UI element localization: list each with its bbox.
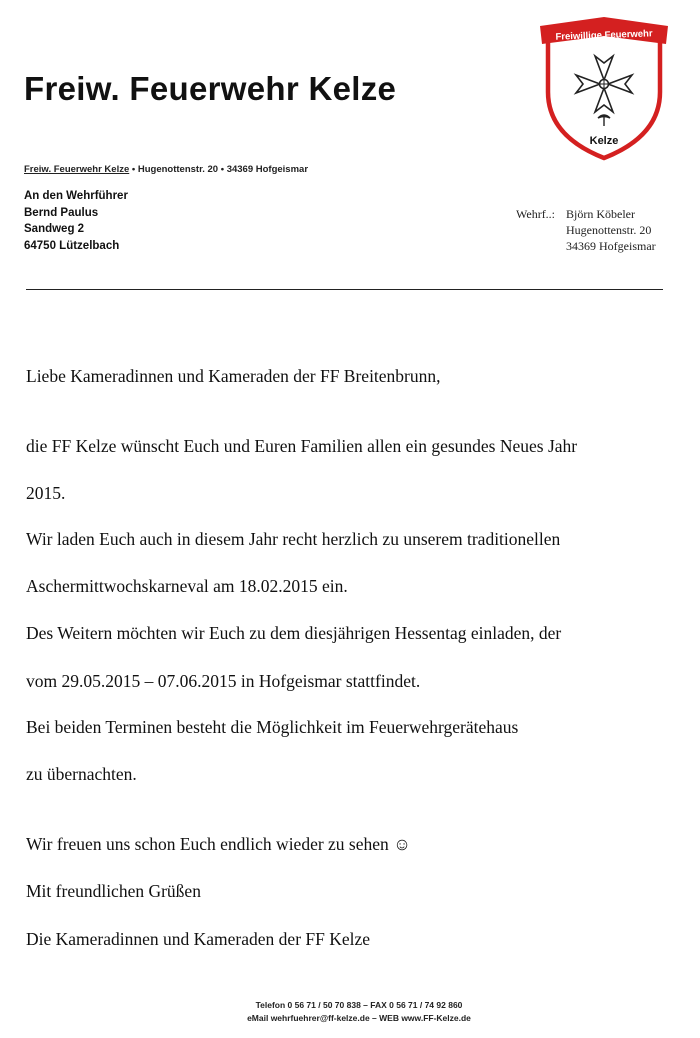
contact-name: Björn Köbeler	[566, 207, 635, 221]
recipient-line: Bernd Paulus	[24, 206, 99, 219]
fire-brigade-logo	[536, 14, 672, 162]
footer-email-web: eMail wehrfuehrer@ff-kelze.de – WEB www.FF-Kelze.de	[247, 1013, 471, 1023]
body-line: zu übernachten.	[26, 764, 137, 784]
greeting: Liebe Kameradinnen und Kameraden der FF Breitenbrunn,	[26, 366, 441, 386]
contact-label: Wehrf..:	[516, 207, 556, 221]
body-line: Aschermittwochskarneval am 18.02.2015 ein.	[26, 576, 348, 596]
letterhead-title: Freiw. Feuerwehr Kelze	[24, 70, 397, 107]
contact-city: 34369 Hofgeismar	[566, 239, 656, 253]
signature-line: Die Kameradinnen und Kameraden der FF Kelze	[26, 929, 371, 949]
recipient-line: 64750 Lützelbach	[24, 239, 120, 252]
footer-contact	[0, 999, 700, 1025]
recipient-address	[24, 188, 128, 254]
sender-return-address	[24, 164, 308, 175]
logo-top-text: Freiwillige Feuerwehr	[555, 28, 653, 43]
header-divider	[26, 289, 663, 290]
recipient-line: An den Wehrführer	[24, 190, 128, 202]
footer-phone-fax: Telefon 0 56 71 / 50 70 838 – FAX 0 56 71 / 74 92 860	[255, 1000, 463, 1010]
body-line: Wir laden Euch auch in diesem Jahr recht herzlich zu unserem traditionellen	[26, 529, 561, 549]
contact-block	[516, 206, 656, 254]
sender-address: • Hugenottenstr. 20 • 34369 Hofgeismar	[129, 164, 309, 175]
body-line: 2015.	[26, 483, 66, 503]
contact-street: Hugenottenstr. 20	[566, 223, 652, 237]
closing-line: Wir freuen uns schon Euch endlich wieder zu sehen ☺	[26, 834, 412, 854]
body-line: Bei beiden Terminen besteht die Möglichkeit im Feuerwehrgerätehaus	[26, 717, 519, 737]
closing-line: Mit freundlichen Grüßen	[26, 881, 201, 901]
sender-org: Freiw. Feuerwehr Kelze	[24, 164, 130, 175]
body-line: vom 29.05.2015 – 07.06.2015 in Hofgeismar stattfindet.	[26, 671, 421, 691]
recipient-line: Sandweg 2	[24, 223, 85, 235]
logo-bottom-text: Kelze	[589, 135, 619, 147]
body-line: die FF Kelze wünscht Euch und Euren Familien allen ein gesundes Neues Jahr	[26, 436, 578, 456]
body-line: Des Weitern möchten wir Euch zu dem diesjährigen Hessentag einladen, der	[26, 623, 562, 643]
